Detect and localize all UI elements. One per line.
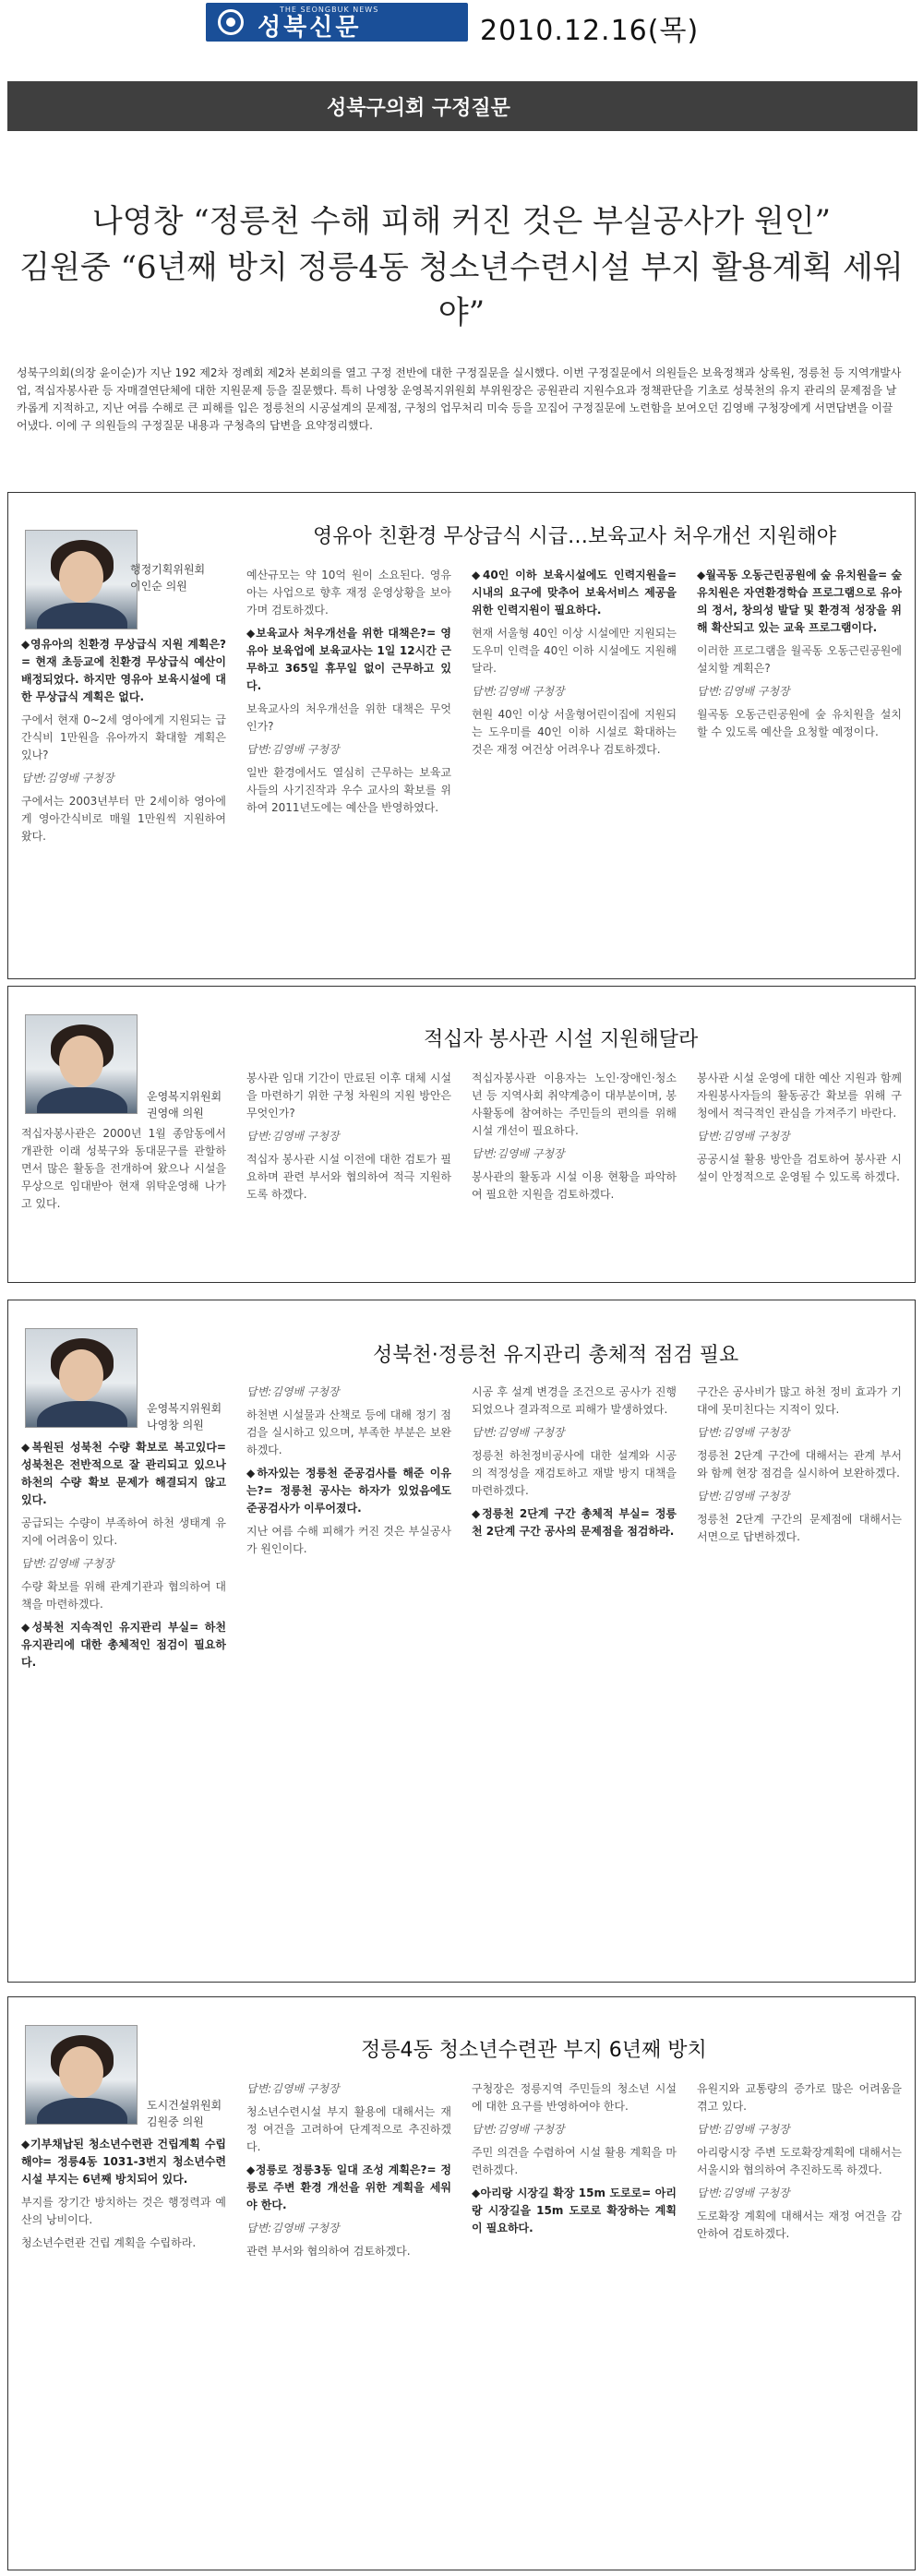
article-column: ◆40인 이하 보육시설에도 인력지원을= 시내의 요구에 맞추어 보육서비스 제공을 위한 인력지원이 필요하다. 현재 서울형 40인 이상 시설에만 지원되는 도우미 인력을 40인 이하 시설에도 지원해 달라. 답변:김영배 구청장 현원 40인 이상 서울형어린이집에 지원되는 도우미를 40인 이하 시설로 확대하는 것은 재정 여건상 어려우나 검토하겠다. [472,569,677,756]
masthead-tagline: THE SEONGBUK NEWS [280,6,379,14]
article-column: 답변:김영배 구청장 청소년수련시설 부지 활용에 대해서는 재정 여건을 고려하여 단계적으로 추진하겠다. ◆정릉로 정릉3동 일대 조성 계획은?= 정릉로 주변 환경 개선을 위한 계획을 세워야 한다. 답변:김영배 구청장 관련 부서와 협의하여 검토하겠다. [246,2082,451,2258]
article-section [7,492,916,979]
article-column: ◆월곡동 오동근린공원에 숲 유치원을= 숲 유치원은 자연환경학습 프로그램으로 유아의 정서, 창의성 발달 및 환경적 성장을 위해 확산되고 있는 교육 프로그램이다. 이러한 프로그램을 월곡동 오동근린공원에 설치할 계획은? 답변:김영배 구청장 월곡동 오동근린공원에 숲 유치원을 설치할 수 있도록 예산을 요청할 예정이다. [697,569,902,738]
issue-date: 2010.12.16(목) [480,15,700,47]
article-column: 적십자봉사관 이용자는 노인·장애인·청소년 등 지역사회 취약계층이 대부분이며, 봉사활동에 참여하는 주민들의 편의를 위해 시설 개선이 필요하다. 답변:김영배 구청장 봉사관의 활동과 시설 이용 현황을 파악하여 필요한 지원을 검토하겠다. [472,1072,677,1201]
member-committee: 도시건설위원회 [147,2099,222,2112]
article-title: 정릉4동 청소년수련관 부지 6년째 방치 [361,2039,707,2062]
banner-title: 성북구의회 구정질문 [327,97,510,120]
article-column: 구청장은 정릉지역 주민들의 청소년 시설에 대한 요구를 반영하여야 한다. 답변:김영배 구청장 주민 의견을 수렴하여 시설 활용 계획을 마련하겠다. ◆아리랑 시장길 확장 15m 도로로= 아리랑 시장길을 15m 도로로 확장하는 계획이 필요하다. [472,2082,677,2235]
member-name: 나영창 의원 [147,1419,204,1432]
article-column: ◆기부채납된 청소년수련관 건립계획 수립해야= 정릉4동 1031-3번지 청소년수련시설 부지는 6년째 방치되어 있다. 부지를 장기간 방치하는 것은 행정력과 예산의 낭비이다. 청소년수련관 건립 계획을 수립하라. [21,2138,226,2249]
article-column: 적십자봉사관은 2000년 1월 종암동에서 개관한 이래 성북구와 동대문구를 관할하면서 많은 활동을 전개하여 왔으나 시설을 무상으로 임대받아 현재 위탁운영해 나가고 있다. [21,1127,226,1210]
member-committee: 운영복지위원회 [147,1402,222,1415]
article-column: 구간은 공사비가 많고 하천 정비 효과가 기대에 못미친다는 지적이 있다. 답변:김영배 구청장 정릉천 2단계 구간에 대해서는 관계 부서와 함께 현장 점검을 실시하여 보완하겠다. 답변:김영배 구청장 정릉천 2단계 구간의 문제점에 대해서는 서면으로 답변하겠다. [697,1385,902,1543]
article-title: 영유아 친환경 무상급식 시급…보육교사 처우개선 지원해야 [313,525,837,548]
member-name: 권영애 의원 [147,1107,204,1120]
masthead-name: 성북신문 [258,14,362,42]
seal-icon [218,9,244,35]
headline-2: 김원중 “6년째 방치 정릉4동 청소년수련시설 부지 활용계획 세워야” [19,249,904,331]
article-column: 예산규모는 약 10억 원이 소요된다. 영유아는 사업으로 향후 재정 운영상황을 보아가며 검토하겠다. ◆보육교사 처우개선을 위한 대책은?= 영유아 보육업에 보육교사는 1일 12시간 근무하고 365일 휴무일 없이 근무하고 있다. 보육교사의 처우개선을 위한 대책은 무엇인가? 답변:김영배 구청장 일반 환경에서도 열심히 근무하는 보육교사들의 사기진작과 우수 교사의 확보를 위하여 2011년도에는 예산을 반영하였다. [246,569,451,814]
member-name: 이인순 의원 [130,580,187,593]
article-column: 답변:김영배 구청장 하천변 시설물과 산책로 등에 대해 정기 점검을 실시하고 있으며, 부족한 부분은 보완하겠다. ◆하자있는 정릉천 준공검사를 해준 이유는?= 정릉천 공사는 하자가 있었음에도 준공검사가 이루어졌다. 지난 여름 수해 피해가 커진 것은 부실공사가 원인이다. [246,1385,451,1555]
article-column: ◆영유아의 친환경 무상급식 지원 계획은?= 현재 초등교에 친환경 무상급식 예산이 배정되었다. 하지만 영유아 보육시설에 대한 무상급식 계획은 없다. 구에서 현재 0~2세 영아에게 지원되는 급간식비 1만원을 유아까지 확대할 계획은 있나? 답변:김영배 구청장 구에서는 2003년부터 만 2세이하 영아에게 영아간식비로 매월 1만원씩 지원하여 왔다. [21,638,226,843]
article-column: 봉사관 시설 운영에 대한 예산 지원과 함께 자원봉사자들의 활동공간 확보를 위해 구청에서 적극적인 관심을 가져주기 바란다. 답변:김영배 구청장 공공시설 활용 방안을 검토하여 봉사관 시설이 안정적으로 운영될 수 있도록 하겠다. [697,1072,902,1183]
article-section [7,986,916,1283]
article-section [7,1300,916,1983]
article-column: 유원지와 교통량의 증가로 많은 어려움을 겪고 있다. 답변:김영배 구청장 아리랑시장 주변 도로확장계획에 대해서는 서울시와 협의하여 추진하도록 하겠다. 답변:김영배 구청장 도로확장 계획에 대해서는 재정 여건을 감안하여 검토하겠다. [697,2082,902,2240]
masthead-logo [206,3,468,42]
article-title: 적십자 봉사관 시설 지원해달라 [424,1028,699,1051]
headline-1: 나영창 “정릉천 수해 피해 커진 것은 부실공사가 원인” [91,203,832,240]
member-committee: 행정기획위원회 [130,563,206,576]
member-photo [25,1014,138,1114]
section-banner [7,81,917,131]
article-column: 봉사관 임대 기간이 만료된 이후 대체 시설을 마련하기 위한 구청 차원의 지원 방안은 무엇인가? 답변:김영배 구청장 적십자 봉사관 시설 이전에 대한 검토가 필요하며 관련 부서와 협의하여 적극 지원하도록 하겠다. [246,1072,451,1201]
article-column: 시공 후 설계 변경을 조건으로 공사가 진행되었으나 결과적으로 피해가 발생하였다. 답변:김영배 구청장 정릉천 하천정비공사에 대한 설계와 시공의 적정성을 재검토하고 재발 방지 대책을 마련하겠다. ◆정릉천 2단계 구간 총체적 부실= 정릉천 2단계 구간 공사의 문제점을 점검하라. [472,1385,677,1538]
member-committee: 운영복지위원회 [147,1090,222,1103]
member-name: 김원중 의원 [147,2115,204,2128]
member-photo [25,530,138,629]
article-section [7,1996,916,2570]
lead-paragraph: 성북구의회(의장 윤이순)가 지난 192 제2차 정례회 제2차 본회의를 열고 구정 전반에 대한 구정질문을 실시했다. 이번 구정질문에서 의원들은 보육정책과 상록원, 정릉천 등 지역개발사업, 적십자봉사관 등 자매결연단체에 대한 지원문제 등을 질문했다. 특히 나영창 운영복지위원회 부위원장은 공원관리 지원수요과 정책판단을 기초로 성북천의 유지 관리의 문제점을 날카롭게 지적하고, 지난 여름 수해로 큰 피해를 입은 정릉천의 시공설계의 문제점, 구청의 업무처리 미숙 등을 꼬집어 구정질문에 노련함을 보여오던 김영배 구청장에게 서면답변을 이끌어냈다. 이에 구 의원들의 구정질문 내용과 구청측의 답변을 요약정리했다. [17,366,902,432]
article-column: ◆복원된 성북천 수량 확보로 복고있다= 성북천은 전반적으로 잘 관리되고 있으나 하천의 수량 확보 문제가 해결되지 않고 있다. 공급되는 수량이 부족하여 하천 생태계 유지에 어려움이 있다. 답변:김영배 구청장 수량 확보를 위해 관계기관과 협의하여 대책을 마련하겠다. ◆성북천 지속적인 유지관리 부실= 하천 유지관리에 대한 총체적인 점검이 필요하다. [21,1441,226,1669]
member-photo [25,2025,138,2125]
member-photo [25,1328,138,1428]
article-title: 성북천·정릉천 유지관리 총체적 점검 필요 [373,1344,739,1367]
